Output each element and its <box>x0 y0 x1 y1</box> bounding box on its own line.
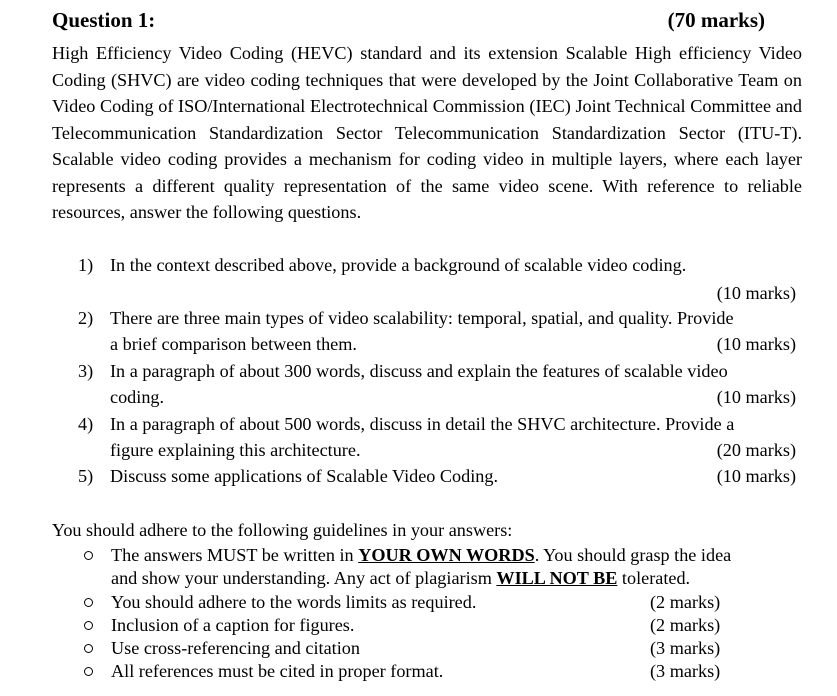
guideline-marks: (2 marks) <box>650 592 721 612</box>
sub-question-marks: (10 marks) <box>716 466 796 486</box>
guidelines-heading: You should adhere to the following guidelines in your answers: <box>52 520 513 540</box>
sub-question-text: In a paragraph of about 500 words, discuss in detail the SHVC architecture. Provide a <box>110 414 735 434</box>
guideline-text: All references must be cited in proper format. <box>111 661 444 681</box>
sub-question-text: Discuss some applications of Scalable Video Coding. <box>110 466 499 486</box>
guideline-text-part: and show your understanding. Any act of plagiarism <box>111 568 497 588</box>
guideline-text-part: tolerated. <box>617 568 691 588</box>
sub-question-marks: (20 marks) <box>716 440 796 460</box>
sub-question-number: 3) <box>78 361 94 381</box>
sub-question-text: In the context described above, provide a background of scalable video coding. <box>110 255 687 275</box>
sub-question-marks: (10 marks) <box>716 334 796 354</box>
guideline-text-part: . You should grasp the idea <box>534 545 732 565</box>
sub-question-number: 4) <box>78 414 94 434</box>
question-total-marks: (70 marks) <box>667 8 765 32</box>
guideline-marks: (3 marks) <box>650 638 721 658</box>
question-header <box>52 6 765 34</box>
guideline-own-words <box>84 544 784 590</box>
guideline-text: Use cross-referencing and citation <box>111 638 360 658</box>
circle-bullet-icon <box>84 598 93 607</box>
sub-question-number: 1) <box>78 255 94 275</box>
guideline-text-cont <box>111 567 690 589</box>
question-intro-paragraph: High Efficiency Video Coding (HEVC) standard and its extension Scalable High efficiency Video Coding (SHVC) are video coding techniques that were developed by the Joint Collaborative Team on Video Coding of ISO/International Electrotechnical Commission (IEC) Joint Technical Committee and Telecommunication Standardization Sector Telecommunication Standardization Sector (ITU-T). Scalable video coding provides a mechanism for coding video in multiple layers, where each layer represents a different quality representation of the same video scene. With reference to reliable resources, answer the following questions. <box>52 43 802 222</box>
sub-question-marks: (10 marks) <box>716 283 796 303</box>
circle-bullet-icon <box>84 667 93 676</box>
guideline-marks: (2 marks) <box>650 615 721 635</box>
circle-bullet-icon <box>84 644 93 653</box>
circle-bullet-icon <box>84 621 93 630</box>
sub-question-text: There are three main types of video scalability: temporal, spatial, and quality. Provide <box>110 308 734 328</box>
guideline-text: You should adhere to the words limits as required. <box>111 592 477 612</box>
circle-bullet-icon <box>84 551 93 560</box>
emphasis-will-not-be: WILL NOT BE <box>496 568 618 588</box>
sub-question-number: 5) <box>78 466 94 486</box>
guideline-text-part: The answers MUST be written in <box>111 545 359 565</box>
question-title: Question 1: <box>52 8 156 32</box>
guideline-text <box>111 544 731 566</box>
guideline-marks: (3 marks) <box>650 661 721 681</box>
sub-question-number: 2) <box>78 308 94 328</box>
sub-question-text: In a paragraph of about 300 words, discuss and explain the features of scalable video <box>110 361 728 381</box>
emphasis-own-words: YOUR OWN WORDS <box>358 545 535 565</box>
sub-question-marks: (10 marks) <box>716 387 796 407</box>
sub-question-text-cont: figure explaining this architecture. <box>110 440 361 460</box>
sub-question-text-cont: a brief comparison between them. <box>110 334 357 354</box>
sub-question-text-cont: coding. <box>110 387 165 407</box>
guideline-text: Inclusion of a caption for figures. <box>111 615 355 635</box>
